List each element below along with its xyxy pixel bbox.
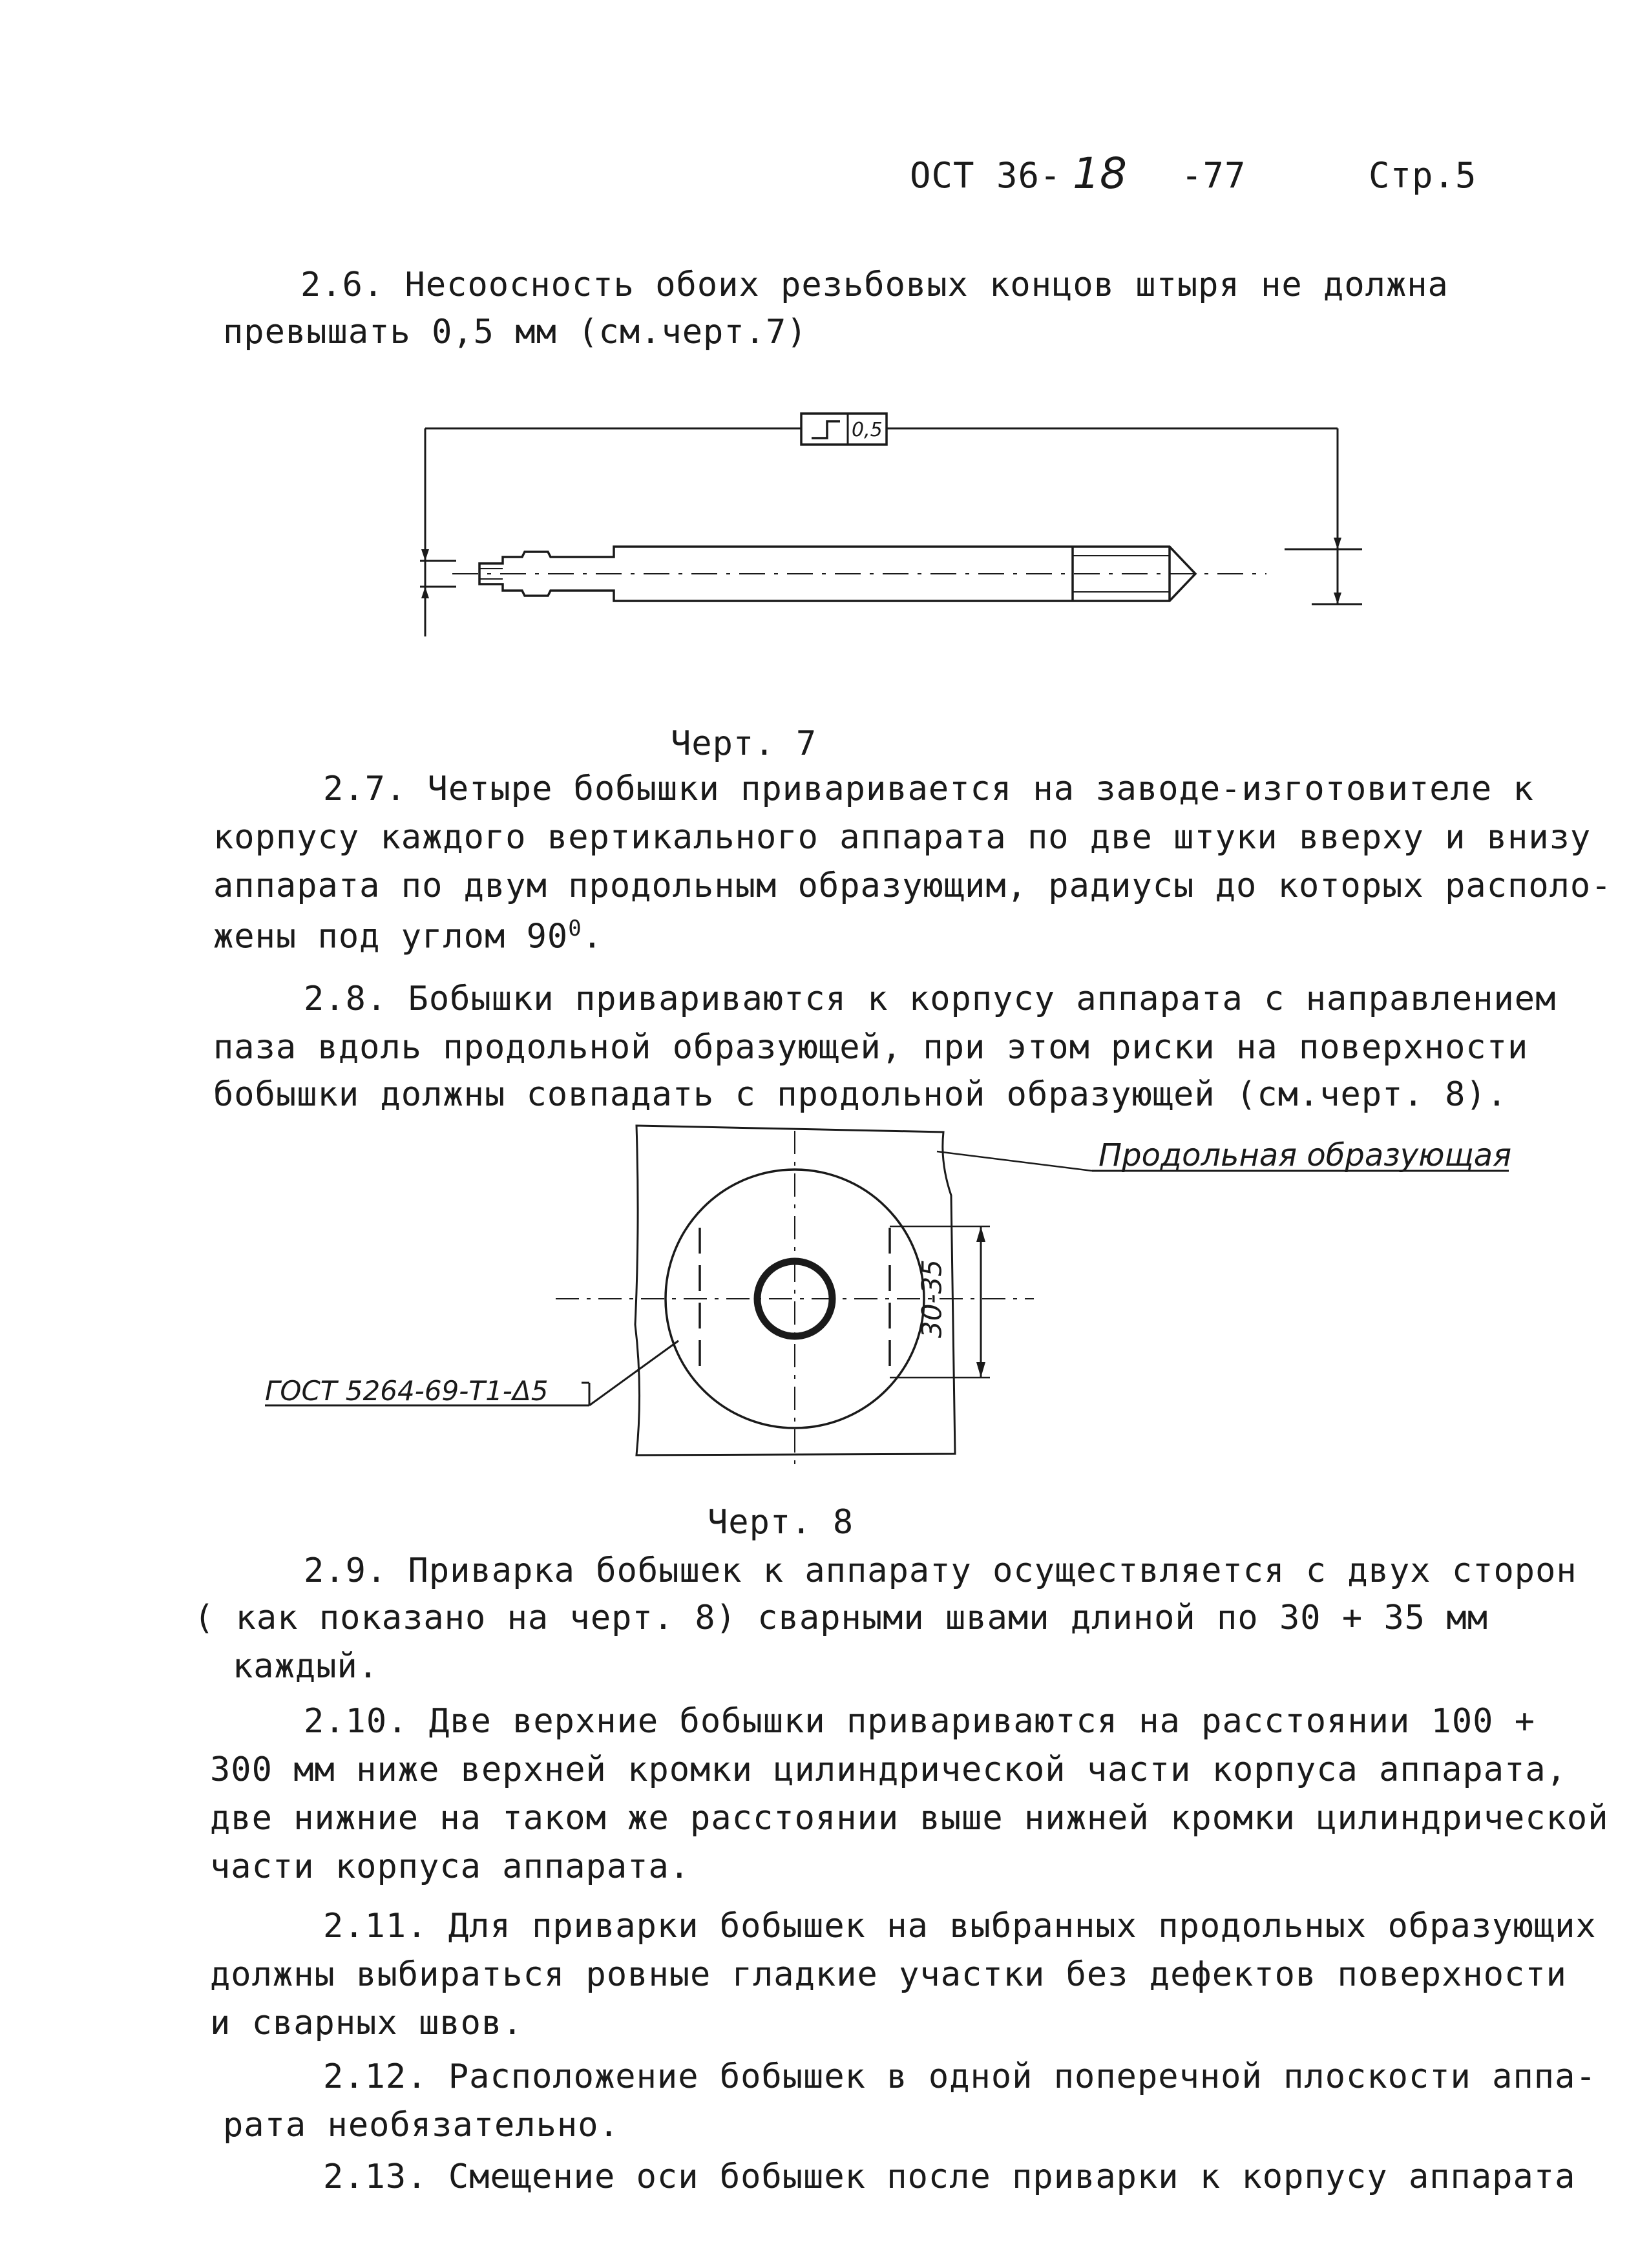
paragraph-2-11-line-1: 2.11. Для приварки бобышек на выбранных продольных образующих — [323, 1907, 1597, 1946]
paragraph-2-10-line-2: 300 мм ниже верхней кромки цилиндрической части корпуса аппарата, — [210, 1750, 1567, 1789]
paragraph-2-8-line-2: паза вдоль продольной образующей, при этом риски на поверхности — [213, 1028, 1529, 1067]
page-number: Стр.5 — [1369, 155, 1477, 196]
degree-sign: 0 — [568, 916, 582, 941]
paragraph-2-7-line-1: 2.7. Четыре бобышки приваривается на заводе-изготовителе к — [323, 770, 1534, 808]
header-standard-suffix: -77 — [1181, 155, 1246, 196]
paragraph-2-7-line-2: корпусу каждого вертикального аппарата по две штуки вверху и внизу — [213, 818, 1591, 857]
header-standard-prefix: ОСТ 36- — [910, 155, 1062, 196]
paragraph-2-6-line-1: 2.6. Несоосность обоих резьбовых концов штыря не должна — [300, 266, 1449, 304]
label-weld-standard: ГОСТ 5264-69-Т1-Δ5 — [265, 1375, 549, 1407]
header-standard-number: 18 — [1073, 149, 1127, 198]
paragraph-2-12-line-2: рата необязательно. — [223, 2106, 620, 2145]
drawing-8-caption: Черт. 8 — [708, 1503, 854, 1542]
drawing-7-caption: Черт. 7 — [671, 724, 817, 763]
paragraph-2-11-line-2: должны выбираться ровные гладкие участки без дефектов поверхности — [210, 1955, 1567, 1994]
paragraph-2-12-line-1: 2.12. Расположение бобышек в одной поперечной плоскости аппа- — [323, 2057, 1597, 2096]
label-longitudinal-generatrix: Продольная образующая — [1098, 1137, 1512, 1173]
paragraph-2-9-line-1: 2.9. Приварка бобышек к аппарату осуществляется с двух сторон — [304, 1551, 1577, 1590]
paragraph-2-10-line-4: части корпуса аппарата. — [210, 1847, 691, 1886]
paragraph-2-7-line-3: аппарата по двум продольным образующим, радиусы до которых располо- — [213, 866, 1612, 905]
paragraph-2-7-line-4-end: . — [582, 917, 604, 956]
paragraph-2-10-line-3: две нижние на таком же расстоянии выше нижней кромки цилиндрической — [210, 1799, 1609, 1838]
paragraph-2-7-line-4-text: жены под углом 90 — [213, 917, 569, 956]
paragraph-2-13-line-1: 2.13. Смещение оси бобышек после приварки к корпусу аппарата — [323, 2158, 1576, 2196]
paragraph-2-6-line-2: превышать 0,5 мм (см.черт.7) — [223, 313, 808, 352]
paragraph-2-8-line-3: бобышки должны совпадать с продольной образующей (см.черт. 8). — [213, 1075, 1508, 1114]
paragraph-2-8-line-1: 2.8. Бобышки привариваются к корпусу аппарата с направлением — [304, 980, 1557, 1018]
tolerance-value: 0,5 — [852, 419, 883, 441]
paragraph-2-9-line-3: каждый. — [233, 1647, 379, 1686]
dimension-30-35: 30-35 — [916, 1259, 948, 1339]
paragraph-2-9-line-2: ( как показано на черт. 8) сварными швами длиной по 30 + 35 мм — [194, 1599, 1489, 1637]
paragraph-2-11-line-3: и сварных швов. — [210, 2004, 523, 2042]
paragraph-2-10-line-1: 2.10. Две верхние бобышки привариваются на расстоянии 100 + — [304, 1702, 1536, 1741]
